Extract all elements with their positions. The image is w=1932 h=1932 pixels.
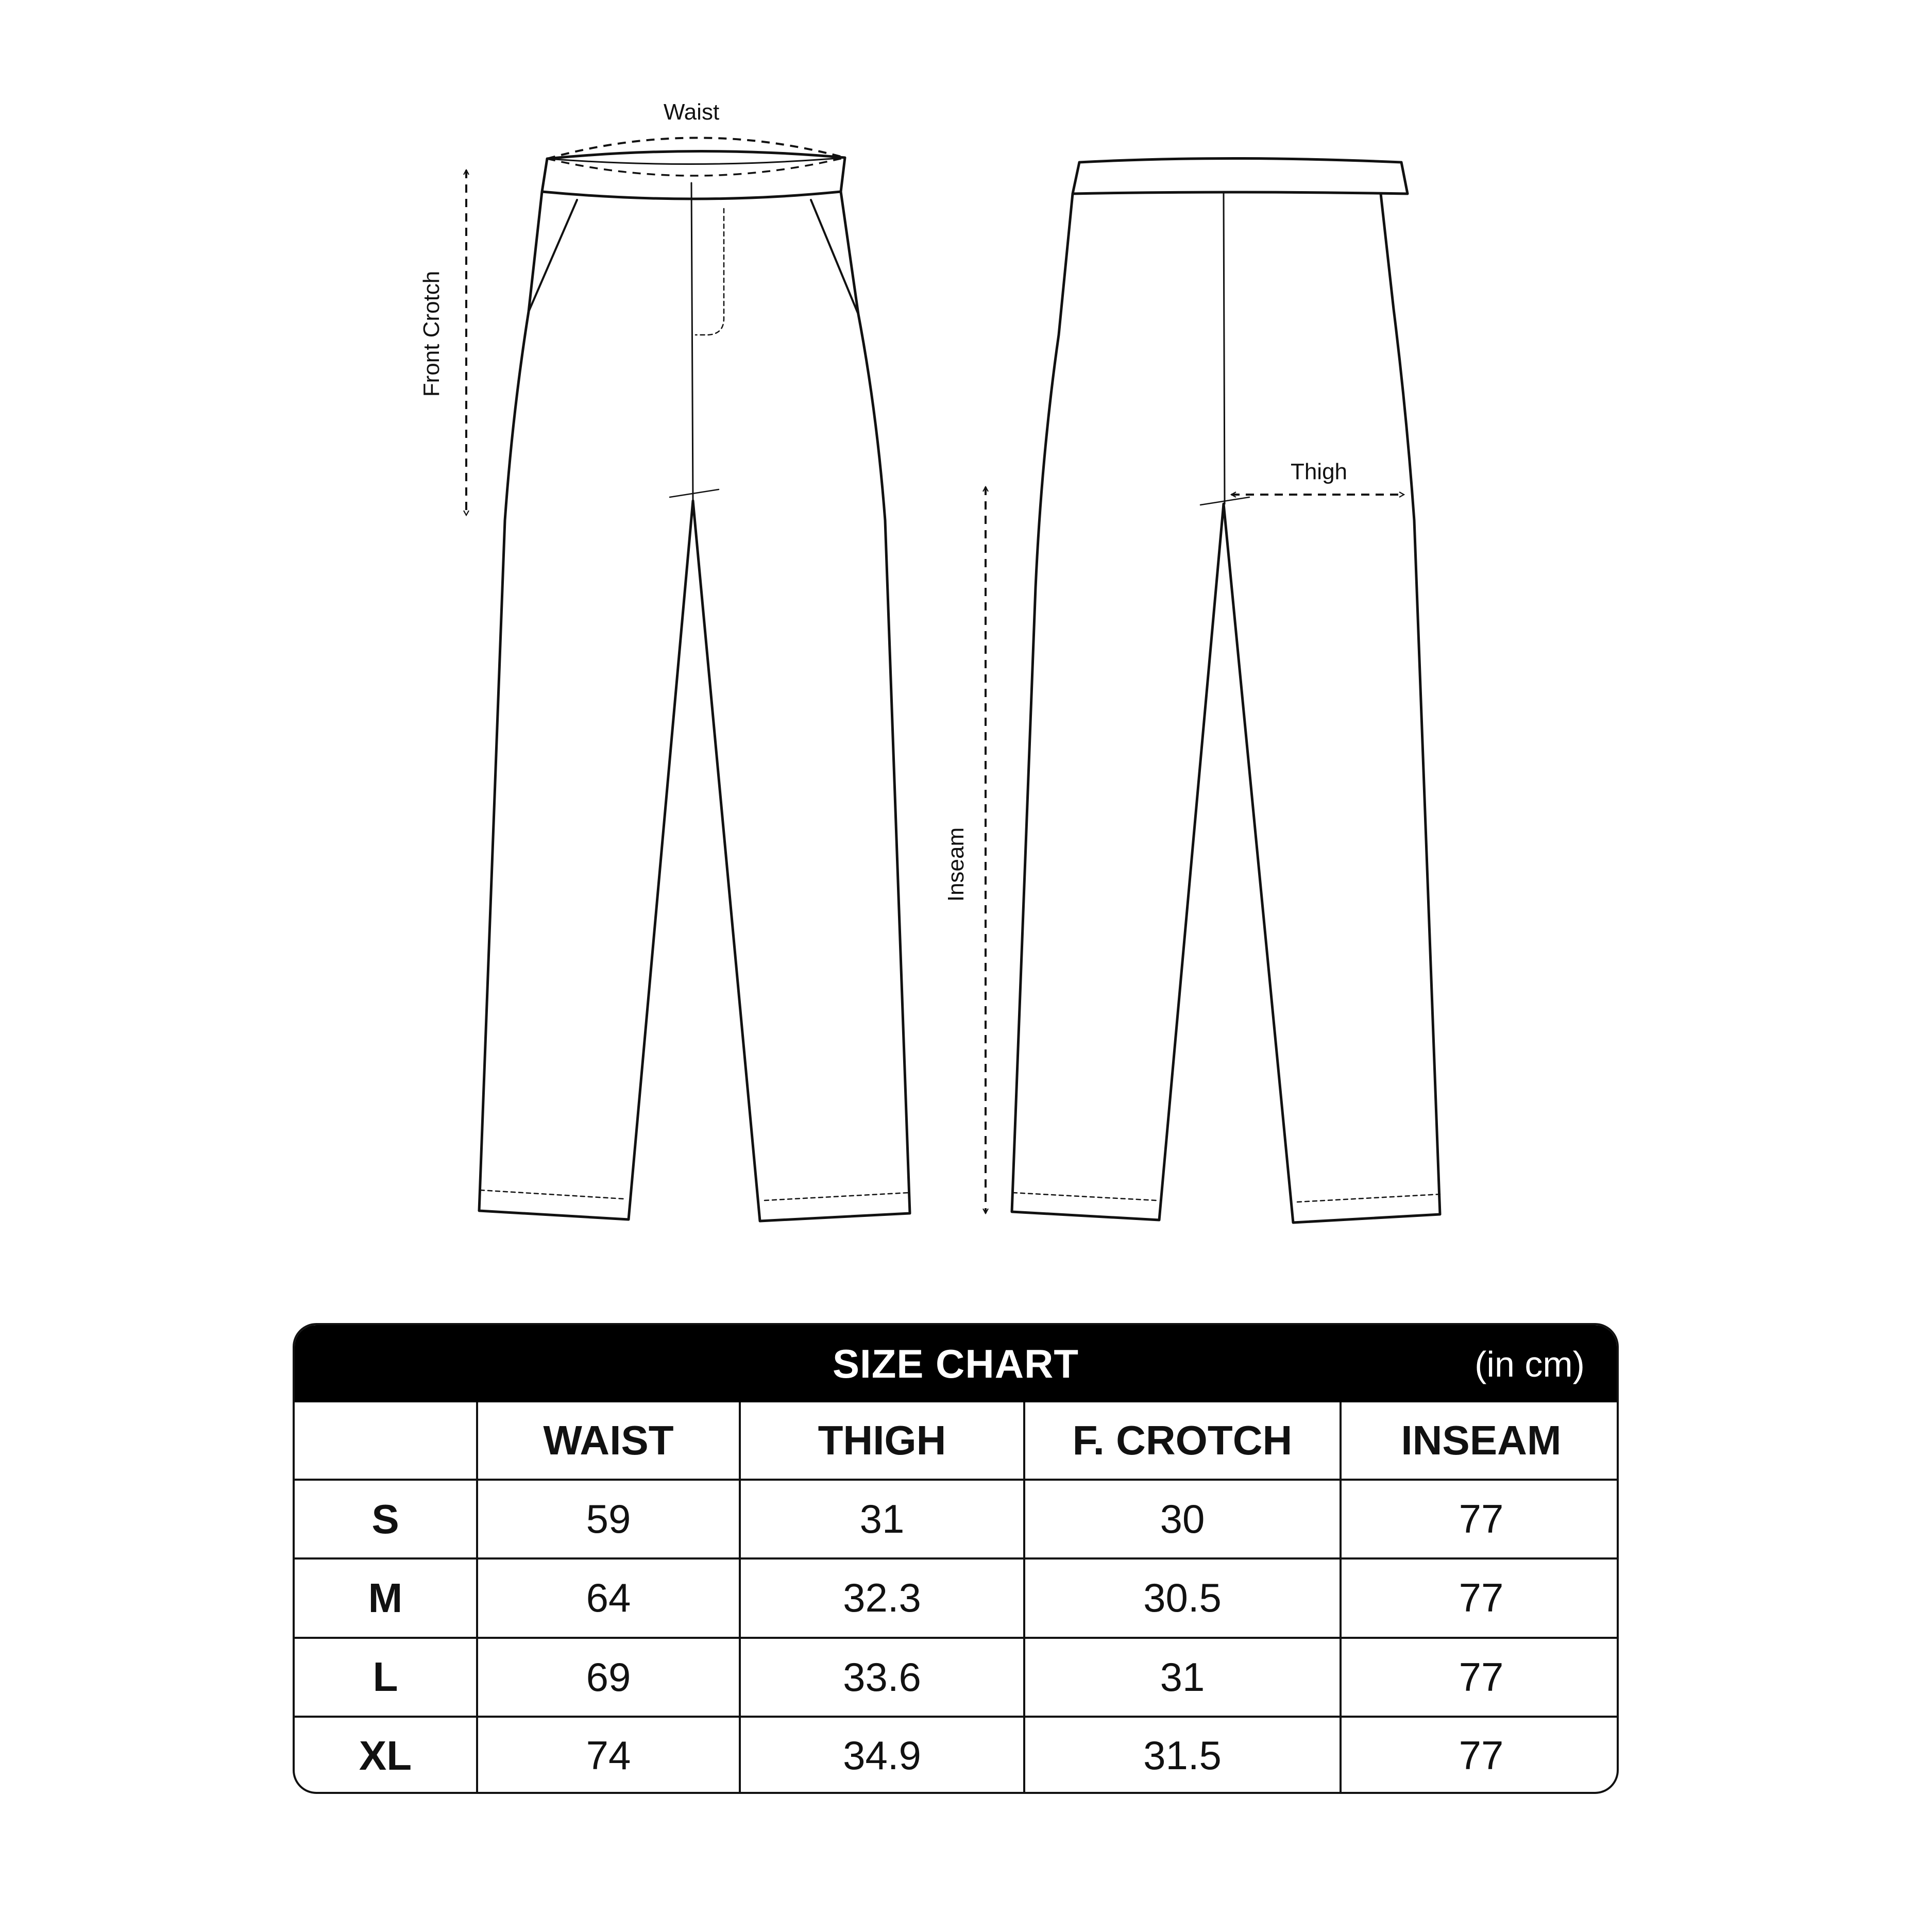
back-center-seam [1224, 194, 1225, 504]
front-crotch-cell: 30.5 [1024, 1558, 1341, 1637]
front-crotch-cell: 30 [1024, 1480, 1341, 1558]
measure-guides [466, 138, 1404, 1213]
column-header-size [295, 1402, 477, 1480]
size-cell: M [295, 1558, 477, 1637]
waist-cell: 74 [477, 1717, 740, 1794]
front-outline [479, 192, 910, 1221]
front-crotch-cell: 31 [1024, 1638, 1341, 1717]
size-chart-header [295, 1325, 1617, 1402]
column-header-front-crotch: F. CROTCH [1024, 1402, 1341, 1480]
size-chart [293, 1323, 1619, 1794]
table-row [295, 1638, 1619, 1717]
pants-front-view [479, 151, 910, 1221]
thigh-cell: 33.6 [740, 1638, 1024, 1717]
back-right-hem-stitch [1297, 1194, 1440, 1202]
inseam-cell: 77 [1341, 1558, 1619, 1637]
size-cell: L [295, 1638, 477, 1717]
table-row [295, 1717, 1619, 1794]
table-header-row [295, 1402, 1619, 1480]
thigh-label: Thigh [1290, 459, 1348, 484]
table-row [295, 1480, 1619, 1558]
thigh-cell: 32.3 [740, 1558, 1024, 1637]
table-row [295, 1558, 1619, 1637]
front-crotch-cell: 31.5 [1024, 1717, 1341, 1794]
thigh-cell: 31 [740, 1480, 1024, 1558]
size-chart-unit: (in cm) [1475, 1344, 1585, 1384]
waist-cell: 64 [477, 1558, 740, 1637]
waist-cell: 69 [477, 1638, 740, 1717]
waist-label: Waist [663, 99, 720, 125]
back-left-hem-stitch [1013, 1193, 1156, 1200]
back-outline [1012, 194, 1440, 1223]
column-header-inseam: INSEAM [1341, 1402, 1619, 1480]
front-crotch-tick [670, 489, 719, 497]
inseam-cell: 77 [1341, 1638, 1619, 1717]
size-chart-table [295, 1402, 1619, 1794]
size-cell: XL [295, 1717, 477, 1794]
back-waistband [1073, 159, 1408, 194]
inseam-label: Inseam [943, 827, 969, 902]
column-header-waist: WAIST [477, 1402, 740, 1480]
size-cell: S [295, 1480, 477, 1558]
inseam-cell: 77 [1341, 1480, 1619, 1558]
front-left-hem-stitch [480, 1190, 624, 1199]
waist-cell: 59 [477, 1480, 740, 1558]
size-chart-title: SIZE CHART [833, 1341, 1079, 1386]
front-crotch-label: Front Crotch [419, 270, 444, 397]
front-right-hem-stitch [765, 1193, 909, 1200]
front-waist-inner [547, 158, 845, 164]
inseam-cell: 77 [1341, 1717, 1619, 1794]
pants-back-view [1012, 159, 1440, 1223]
column-header-thigh: THIGH [740, 1402, 1024, 1480]
thigh-cell: 34.9 [740, 1717, 1024, 1794]
front-center-seam [691, 183, 693, 501]
front-fly-stitch [696, 209, 724, 335]
